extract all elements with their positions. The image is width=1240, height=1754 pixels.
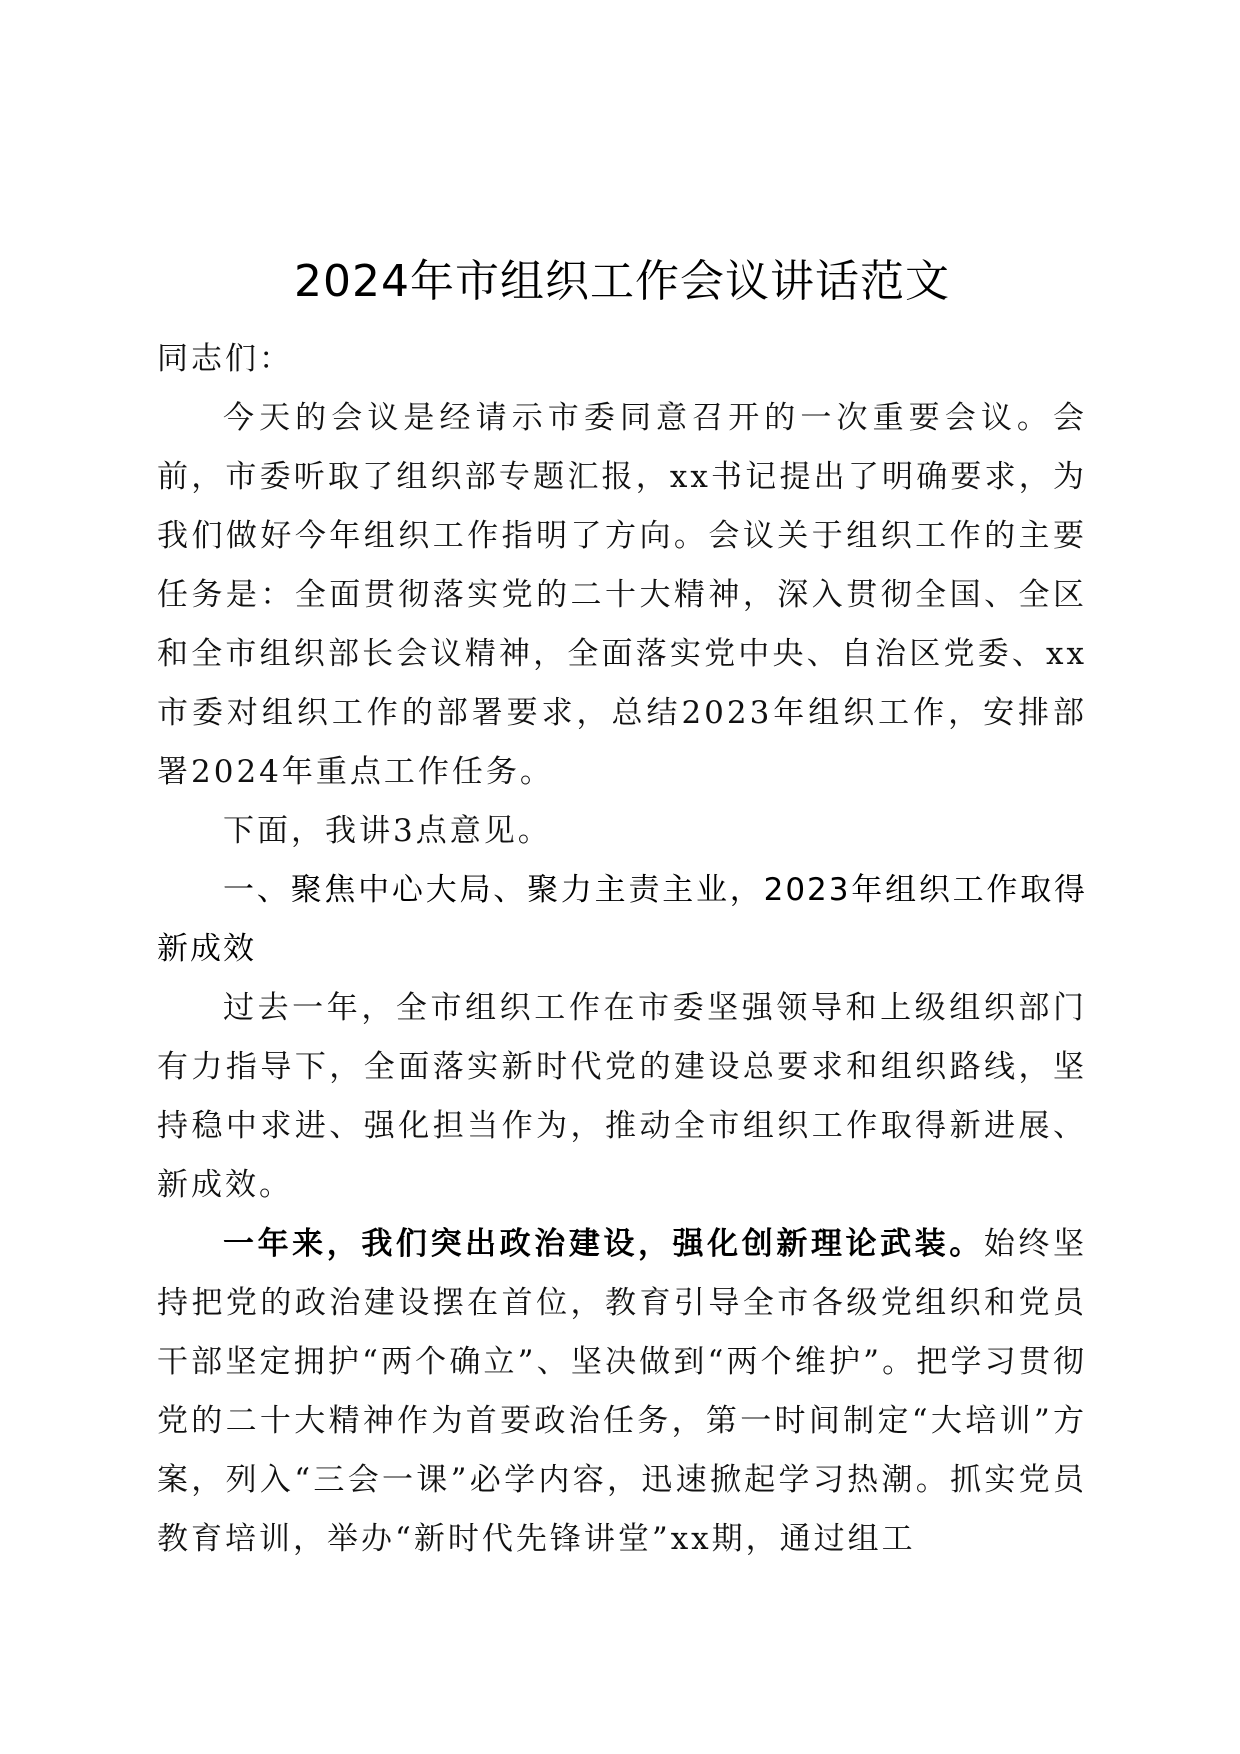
document-body — [157, 246, 1087, 1569]
transition-paragraph: 下面，我讲3点意见。 — [223, 813, 552, 849]
document-title: 2024年市组织工作会议讲话范文 — [294, 256, 950, 307]
point-lead-sentence: 一年来，我们突出政治建设，强化创新理论武装。 — [223, 1226, 984, 1262]
intro-paragraph: 今天的会议是经请示市委同意召开的一次重要会议。会前，市委听取了组织部专题汇报，xx书记提出了明确要求，为我们做好今年组织工作指明了方向。会议关于组织工作的主要任务是：全面贯彻落实党的二十大精神，深入贯彻全国、全区和全市组织部长会议精神，全面落实党中央、自治区党委、xx市委对组织工作的部署要求，总结2023年组织工作，安排部署2024年重点工作任务。 — [157, 400, 1087, 790]
point-paragraph-1 — [157, 1215, 1087, 1569]
section-summary-paragraph: 过去一年，全市组织工作在市委坚强领导和上级组织部门有力指导下，全面落实新时代党的建设总要求和组织路线，坚持稳中求进、强化担当作为，推动全市组织工作取得新进展、新成效。 — [157, 990, 1087, 1203]
point-body-text: 始终坚持把党的政治建设摆在首位，教育引导全市各级党组织和党员干部坚定拥护“两个确立”、坚决做到“两个维护”。把学习贯彻党的二十大精神作为首要政治任务，第一时间制定“大培训”方案，列入“三会一课”必学内容，迅速掀起学习热潮。抓实党员教育培训，举办“新时代先锋讲堂”xx期，通过组工 — [157, 1226, 1088, 1557]
section-heading-1: 一、聚焦中心大局、聚力主责主业，2023年组织工作取得新成效 — [157, 872, 1087, 967]
salutation: 同志们： — [157, 341, 293, 377]
